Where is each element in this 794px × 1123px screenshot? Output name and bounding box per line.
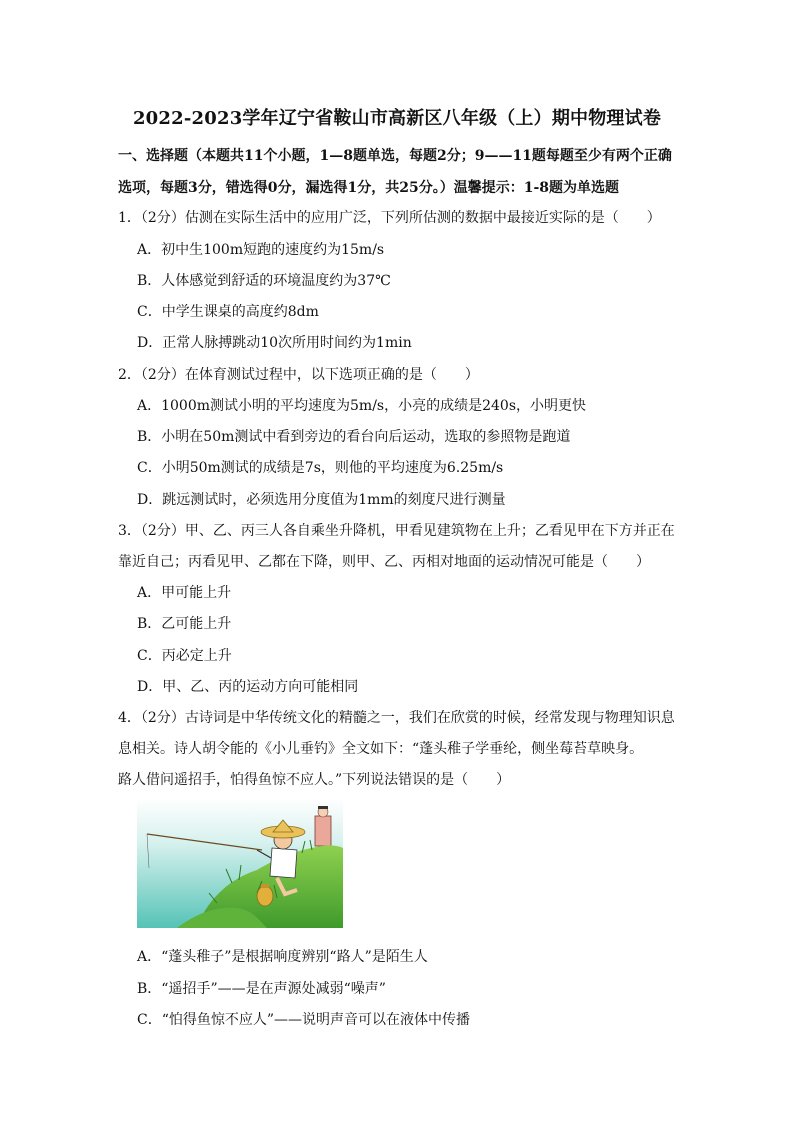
question-3-option-d: D．甲、乙、丙的运动方向可能相同 [137,679,359,695]
question-4-stem-line-3: 路人借问遥招手，怕得鱼惊不应人。”下列说法错误的是（ ） [118,772,511,788]
section-instruction-line-1: 一、选择题（本题共11个小题，1—8题单选，每题2分；9——11题每题至少有两个正确 [118,148,672,164]
question-4-stem-line-1: 4．（2分）古诗词是中华传统文化的精髓之一，我们在欣赏的时候，经常发现与物理知识息 [118,710,675,726]
section-instruction-line-2: 选项，每题3分，错选得0分，漏选得1分，共25分。）温馨提示：1-8题为单选题 [118,180,619,196]
question-2-option-d: D．跳远测试时，必须选用分度值为1mm的刻度尺进行测量 [137,492,506,508]
question-3-option-c: C．丙必定上升 [137,648,232,664]
question-3-option-b: B．乙可能上升 [137,616,232,632]
fishing-child-illustration [137,798,343,928]
question-3-stem-line-2: 靠近自己；丙看见甲、乙都在下降，则甲、乙、丙相对地面的运动情况可能是（ ） [118,554,650,570]
question-4-stem-line-2: 息相关。诗人胡令能的《小儿垂钓》全文如下：“蓬头稚子学垂纶，侧坐莓苔草映身。 [118,741,644,757]
question-3-stem-line-1: 3．（2分）甲、乙、丙三人各自乘坐升降机，甲看见建筑物在上升；乙看见甲在下方并正在 [118,523,675,539]
question-1-option-d: D．正常人脉搏跳动10次所用时间约为1min [137,335,412,351]
question-2-stem: 2．（2分）在体育测试过程中，以下选项正确的是（ ） [118,367,479,383]
question-1-stem: 1．（2分）估测在实际生活中的应用广泛，下列所估测的数据中最接近实际的是（ ） [118,210,661,226]
question-1-option-c: C．中学生课桌的高度约8dm [137,304,319,320]
page-title: 2022-2023学年辽宁省鞍山市高新区八年级（上）期中物理试卷 [132,108,662,129]
question-3-option-a: A．甲可能上升 [137,585,232,601]
question-1-option-b: B．人体感觉到舒适的环境温度约为37℃ [137,273,391,289]
question-2-option-b: B．小明在50m测试中看到旁边的看台向后运动，选取的参照物是跑道 [137,429,571,445]
question-2-option-a: A．1000m测试小明的平均速度为5m/s，小亮的成绩是240s，小明更快 [137,398,587,414]
question-2-option-c: C．小明50m测试的成绩是7s，则他的平均速度为6.25m/s [137,460,504,476]
question-4-option-b: B．“遥招手”——是在声源处减弱“噪声” [137,981,386,997]
question-4-option-c: C．“怕得鱼惊不应人”——说明声音可以在液体中传播 [137,1012,471,1028]
question-4-option-a: A．“蓬头稚子”是根据响度辨别“路人”是陌生人 [137,949,428,965]
question-1-option-a: A．初中生100m短跑的速度约为15m/s [137,242,385,258]
